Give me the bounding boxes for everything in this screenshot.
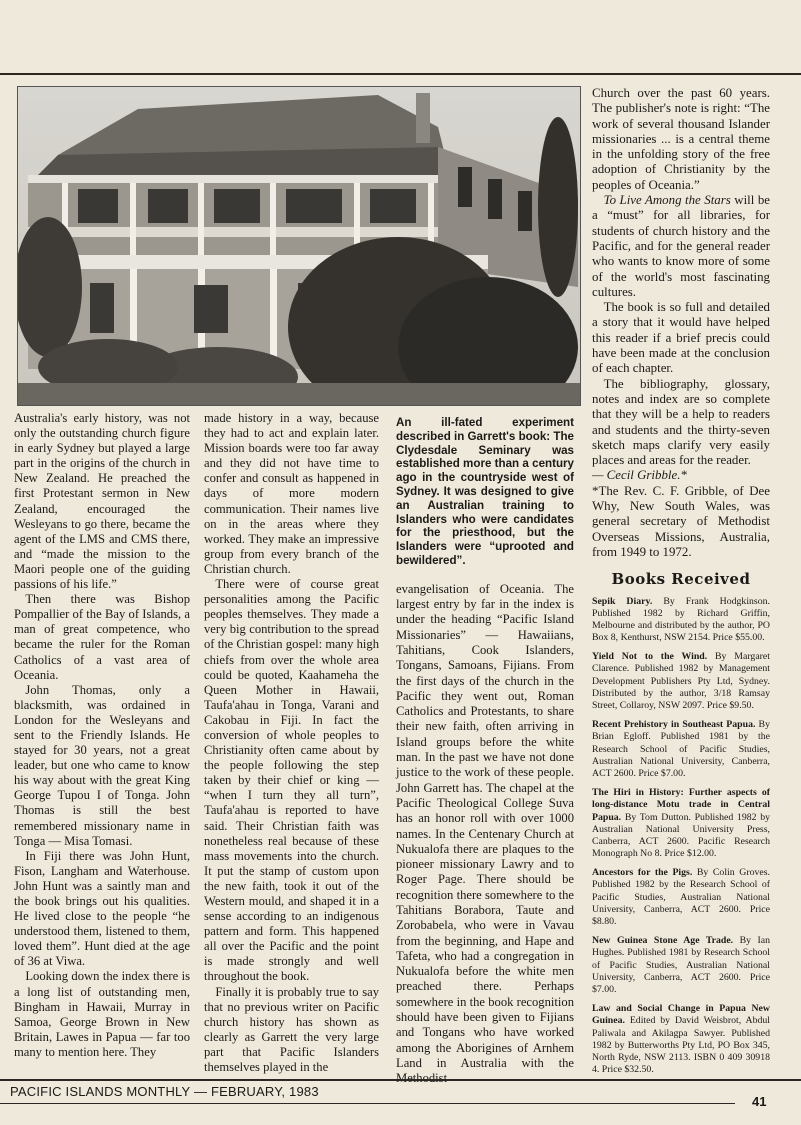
footer-rule-bottom <box>0 1103 735 1104</box>
paragraph: Looking down the index there is a long list of outstanding men, Bingham in Hawaii, Murray in Samoa, George Brown in New Britain, Lawes in Papua — far too many to mention here. They <box>14 969 190 1059</box>
signature <box>592 468 770 483</box>
book-details: By Ian Hughes. Published 1981 by Research School of Pacific Studies, Australian National University, Canberra, ACT 2600. Price $7.00. <box>592 935 771 995</box>
book-entry <box>592 935 770 995</box>
footnote: *The Rev. C. F. Gribble, of Dee Why, New South Wales, was general secretary of Methodist Overseas Missions, Australia, from 1949 to 1972. <box>592 483 770 559</box>
book-entry <box>592 596 770 644</box>
article-column-1 <box>14 411 190 1060</box>
book-title: Law and Social Change in Papua New Guinea. <box>592 1003 770 1027</box>
book-title: Ancestors for the Pigs. <box>592 867 693 879</box>
paragraph: John Thomas, only a blacksmith, was ordained in London for the Wesleyans and sent to the Friendly Islands. He stayed for 30 years, not a great leader, but one who came to know his way about with the great King George Tupou I of Tonga. John Thomas is still the best remembered missionary name in Tonga — Misa Tomasi. <box>14 682 190 848</box>
book-entry <box>592 787 770 860</box>
book-title: New Guinea Stone Age Trade. <box>592 935 734 947</box>
paragraph: Church over the past 60 years. The publisher's note is right: “The work of several thousand Islander missionaries ... is a central theme in the unfolding story of the free adoption of Christianity by the peoples of Oceania.” <box>592 86 770 192</box>
books-received-section <box>592 572 770 1076</box>
book-details: Edited by David Weisbrot, Abdul Paliwala and Akilagpa Sawyer. Published 1982 by Butterworths Pty Ltd, PO Box 345, North Ryde, NSW 2113. ISBN 0 409 30918 4. Price $32.50. <box>592 1015 770 1075</box>
book-details: By Frank Hodgkinson. Published 1982 by Richard Griffin, Melbourne and distributed by the author, PO Box 8, Kenthurst, NSW 2154. Price $55.00. <box>592 595 770 643</box>
photo-caption: An ill-fated experiment described in Garrett's book: The Clydesdale Seminary was established more than a century ago in the countryside west of Sydney. It was designed to give an Australian training to Islanders who were candidates for the priesthood, but the Islanders were “uprooted and bewildered”. <box>396 416 574 567</box>
books-received-heading: Books Received <box>611 570 751 589</box>
book-title: Yield Not to the Wind. <box>592 651 708 663</box>
page-number: 41 <box>752 1094 767 1109</box>
article-column-3 <box>396 416 574 1087</box>
paragraph: The bibliography, glossary, notes and index are so complete that they will be a help to readers and students and the thirty-seven sketch maps clarify very easily places and areas for the reader. <box>592 376 770 468</box>
photo-of-clydesdale-seminary-building <box>18 87 580 405</box>
book-details: By Margaret Clarence. Published 1982 by Management Development Publishers Pty Ltd, Sydney. Distributed by the author, 3/18 Ramsay Street, Collaroy, NSW 2097. Price $9.50. <box>592 651 770 711</box>
book-details: By Colin Groves. Published 1982 by the Research School of Pacific Studies, Australian National University, Canberra, ACT 2600. Price $8.80. <box>592 867 770 927</box>
paragraph: In Fiji there was John Hunt, Fison, Langham and Waterhouse. John Hunt was a saintly man and the book brings out his qualities. He lived close to the people “he understood them, listened to them, loved them”. Hunt died at the age of 36 at Viwa. <box>14 848 190 969</box>
book-details: By Brian Egloff. Published 1981 by the Research School of Pacific Studies, Australian National University, Canberra, ACT 2600. Price $7.00. <box>592 719 770 779</box>
paragraph: There were of course great personalities among the Pacific peoples themselves. They made a very big contribution to the spread of the Christian gospel: many high chiefs from over the whole area could be quoted, Kaahameha the Queen Mother in Hawaii, Taufa'ahau in Tonga, Varani and Cakobau in Fiji. In fact the conversion of whole peoples to Christianity often came about by the people following the step taken by their chief or king — “when I turn they all turn”, Taufa'ahau is reported to have said. Their Christian faith was nonetheless real because of these mass movements into the church. It put the stamp of custom upon the new faith, took it out of the Western mould, and shaped it in a sense according to an indigenous pattern and form. This happened all over the Pacific and the point is made strongly and well throughout the book. <box>204 577 379 984</box>
article-column-4 <box>592 86 770 1083</box>
book-title: The Hiri in History: Further aspects of long-distance Motu trade in Central Papua. <box>592 787 770 823</box>
book-title: Recent Prehistory in Southeast Papua. <box>592 719 756 731</box>
paragraph: The book is so full and detailed a story that it would have helped this reader if a brief precis could have been made at the conclusion of each chapter. <box>592 300 770 376</box>
book-entry <box>592 1003 770 1076</box>
magazine-footer: PACIFIC ISLANDS MONTHLY — FEBRUARY, 1983 <box>10 1084 319 1099</box>
top-rule <box>0 73 801 75</box>
paragraph: Australia's early history, was not only the outstanding church figure in early Sydney but played a large part in the origins of the church in New Zealand. He preached the first Protestant sermon in New Zealand, encouraged the Wesleyans to go there, became the agent of the LMS and CMS there, and “made the mission to the Maori people one of the guiding passions of his life.” <box>14 411 190 592</box>
paragraph: Then there was Bishop Pompallier of the Bay of Islands, a man of great competence, who became the ruler for the Roman Catholics of a vast area of Oceania. <box>14 592 190 682</box>
footer-rule-top <box>0 1079 801 1081</box>
paragraph: made history in a way, because they had to act and explain later. Mission boards were too far away and they did not have time to confer and consult as happened in days of more modern communication. Their names live on in the areas where they worked. They make an impressive group from every branch of the Christian church. <box>204 411 379 576</box>
book-entry <box>592 719 770 779</box>
seminary-photo <box>17 86 581 406</box>
book-title: Sepik Diary. <box>592 595 653 607</box>
book-title: To Live Among the Stars <box>603 193 731 208</box>
paragraph: Finally it is probably true to say that no previous writer on Pacific church history has shown as clearly as Garrett the very large part that Pacific Islanders themselves played in the <box>204 984 379 1075</box>
paragraph: evangelisation of Oceania. The largest entry by far in the index is under the heading “Pacific Island Missionaries” — Hawaiians, Tahitians, Cook Islanders, Tongans, Samoans, Fijians. From the first days of the church in the Pacific they went out, Roman Catholics and Protestants, to share their new faith, often arriving in Island groups before the white man. In the past we have not done justice to the work of these people. John Garrett has. The chapel at the Pacific Theological College Suva has an honor roll with over 1000 names. In the Centenary Church at Nukualofa there are plaques to the pioneer missionary Lawry and to Roger Page. There should be recognition there somewhere to the Tahitians Borabora, Taute and Zorobabela, who were in Vavau from the beginning, and Hape and Tafeta, who had a congregation in Nukualofa before the white men preached there. Perhaps somewhere in the book recognition should have been given to Fijians and Tongans who have worked among the Aborigines of Arnhem Land in Australia with the <box>396 581 574 1070</box>
book-entry <box>592 651 770 711</box>
paragraph-text: will be a “must” for all libraries, for students of church history and the Pacific, and for the general reader who wants to know more of some of the world's most fascinating cultures. <box>592 193 770 299</box>
book-entry <box>592 867 770 927</box>
article-column-2 <box>204 411 379 1075</box>
paragraph <box>592 193 770 300</box>
signature-text: — Cecil Gribble.* <box>592 468 687 483</box>
book-details: By Tom Dutton. Published 1982 by Australian National University Press, Canberra, ACT 2600. Pacific Research Monograph No 8. Price $12.00. <box>592 811 770 859</box>
